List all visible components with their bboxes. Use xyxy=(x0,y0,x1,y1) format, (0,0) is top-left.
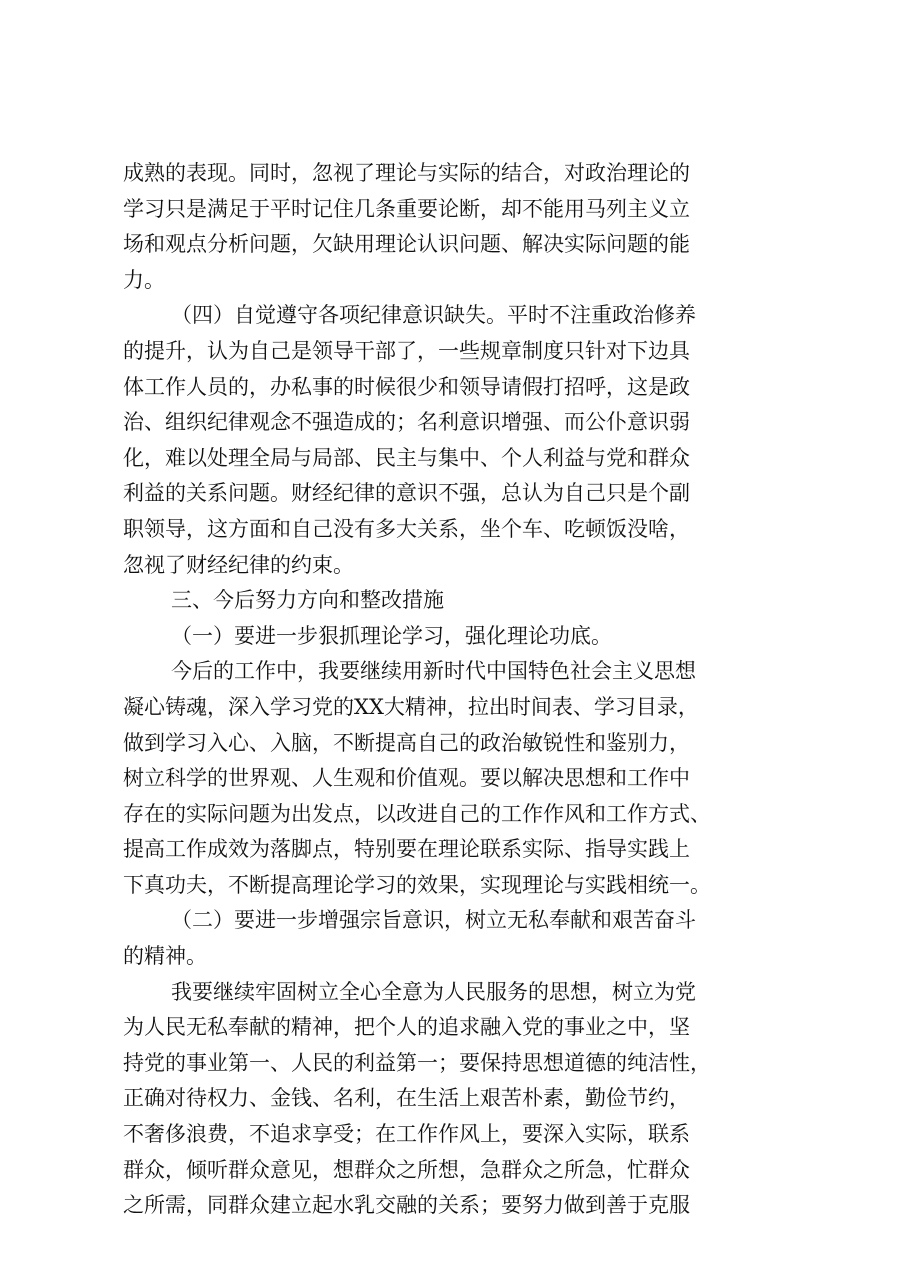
text-line: 利益的关系问题。财经纪律的意识不强，总认为自己只是个副 xyxy=(123,481,690,506)
paragraph-start: 我要继续牢固树立全心全意为人民服务的思想，树立为党 xyxy=(171,979,696,1004)
text-line: 的提升，认为自己是领导干部了，一些规章制度只针对下边具 xyxy=(123,338,690,363)
text-line: 学习只是满足于平时记住几条重要论断，却不能用马列主义立 xyxy=(123,196,690,221)
text-line: 持党的事业第一、人民的利益第一；要保持思想道德的纯洁性， xyxy=(123,1050,711,1075)
text-line: 树立科学的世界观、人生观和价值观。要以解决思想和工作中 xyxy=(123,766,690,791)
text-line: 不奢侈浪费，不追求享受；在工作作风上，要深入实际，联系 xyxy=(123,1122,690,1147)
text-line: 体工作人员的，办私事的时候很少和领导请假打招呼，这是政 xyxy=(123,374,690,399)
body-text xyxy=(123,156,799,1224)
section-heading: （二）要进一步增强宗旨意识，树立无私奉献和艰苦奋斗 xyxy=(171,908,696,933)
text-line: 之所需，同群众建立起水乳交融的关系；要努力做到善于克服 xyxy=(123,1193,690,1218)
text-line: 成熟的表现。同时，忽视了理论与实际的结合，对政治理论的 xyxy=(123,161,690,185)
text-line: 忽视了财经纪律的约束。 xyxy=(123,552,354,577)
text-line: 治、组织纪律观念不强造成的；名利意识增强、而公仆意识弱 xyxy=(123,410,690,435)
chapter-heading: 三、今后努力方向和整改措施 xyxy=(171,588,444,613)
text-line: 化，难以处理全局与局部、民主与集中、个人利益与党和群众 xyxy=(123,445,690,470)
text-line: 做到学习入心、入脑，不断提高自己的政治敏锐性和鉴别力， xyxy=(123,730,690,755)
paragraph-start: 今后的工作中，我要继续用新时代中国特色社会主义思想 xyxy=(171,659,696,684)
text-line: 力。 xyxy=(123,267,165,292)
text-line: 群众，倾听群众意见，想群众之所想，急群众之所急，忙群众 xyxy=(123,1157,690,1182)
text-line: 下真功夫，不断提高理论学习的效果，实现理论与实践相统一。 xyxy=(123,872,711,897)
section-heading: （四）自觉遵守各项纪律意识缺失。平时不注重政治修养 xyxy=(171,303,696,328)
text-line: 职领导，这方面和自己没有多大关系，坐个车、吃顿饭没啥， xyxy=(123,516,690,541)
text-line: 存在的实际问题为出发点，以改进自己的工作作风和工作方式、 xyxy=(123,801,711,826)
text-line: 提高工作成效为落脚点，特别要在理论联系实际、指导实践上 xyxy=(123,837,690,862)
text-line: 凝心铸魂，深入学习党的XX大精神，拉出时间表、学习目录， xyxy=(123,694,699,719)
section-heading: （一）要进一步狠抓理论学习，强化理论功底。 xyxy=(171,623,612,648)
text-line: 为人民无私奉献的精神，把个人的追求融入党的事业之中，坚 xyxy=(123,1015,690,1040)
text-line: 的精神。 xyxy=(123,944,207,969)
text-line: 正确对待权力、金钱、名利，在生活上艰苦朴素，勤俭节约， xyxy=(123,1086,690,1111)
text-line: 场和观点分析问题，欠缺用理论认识问题、解决实际问题的能 xyxy=(123,232,690,257)
